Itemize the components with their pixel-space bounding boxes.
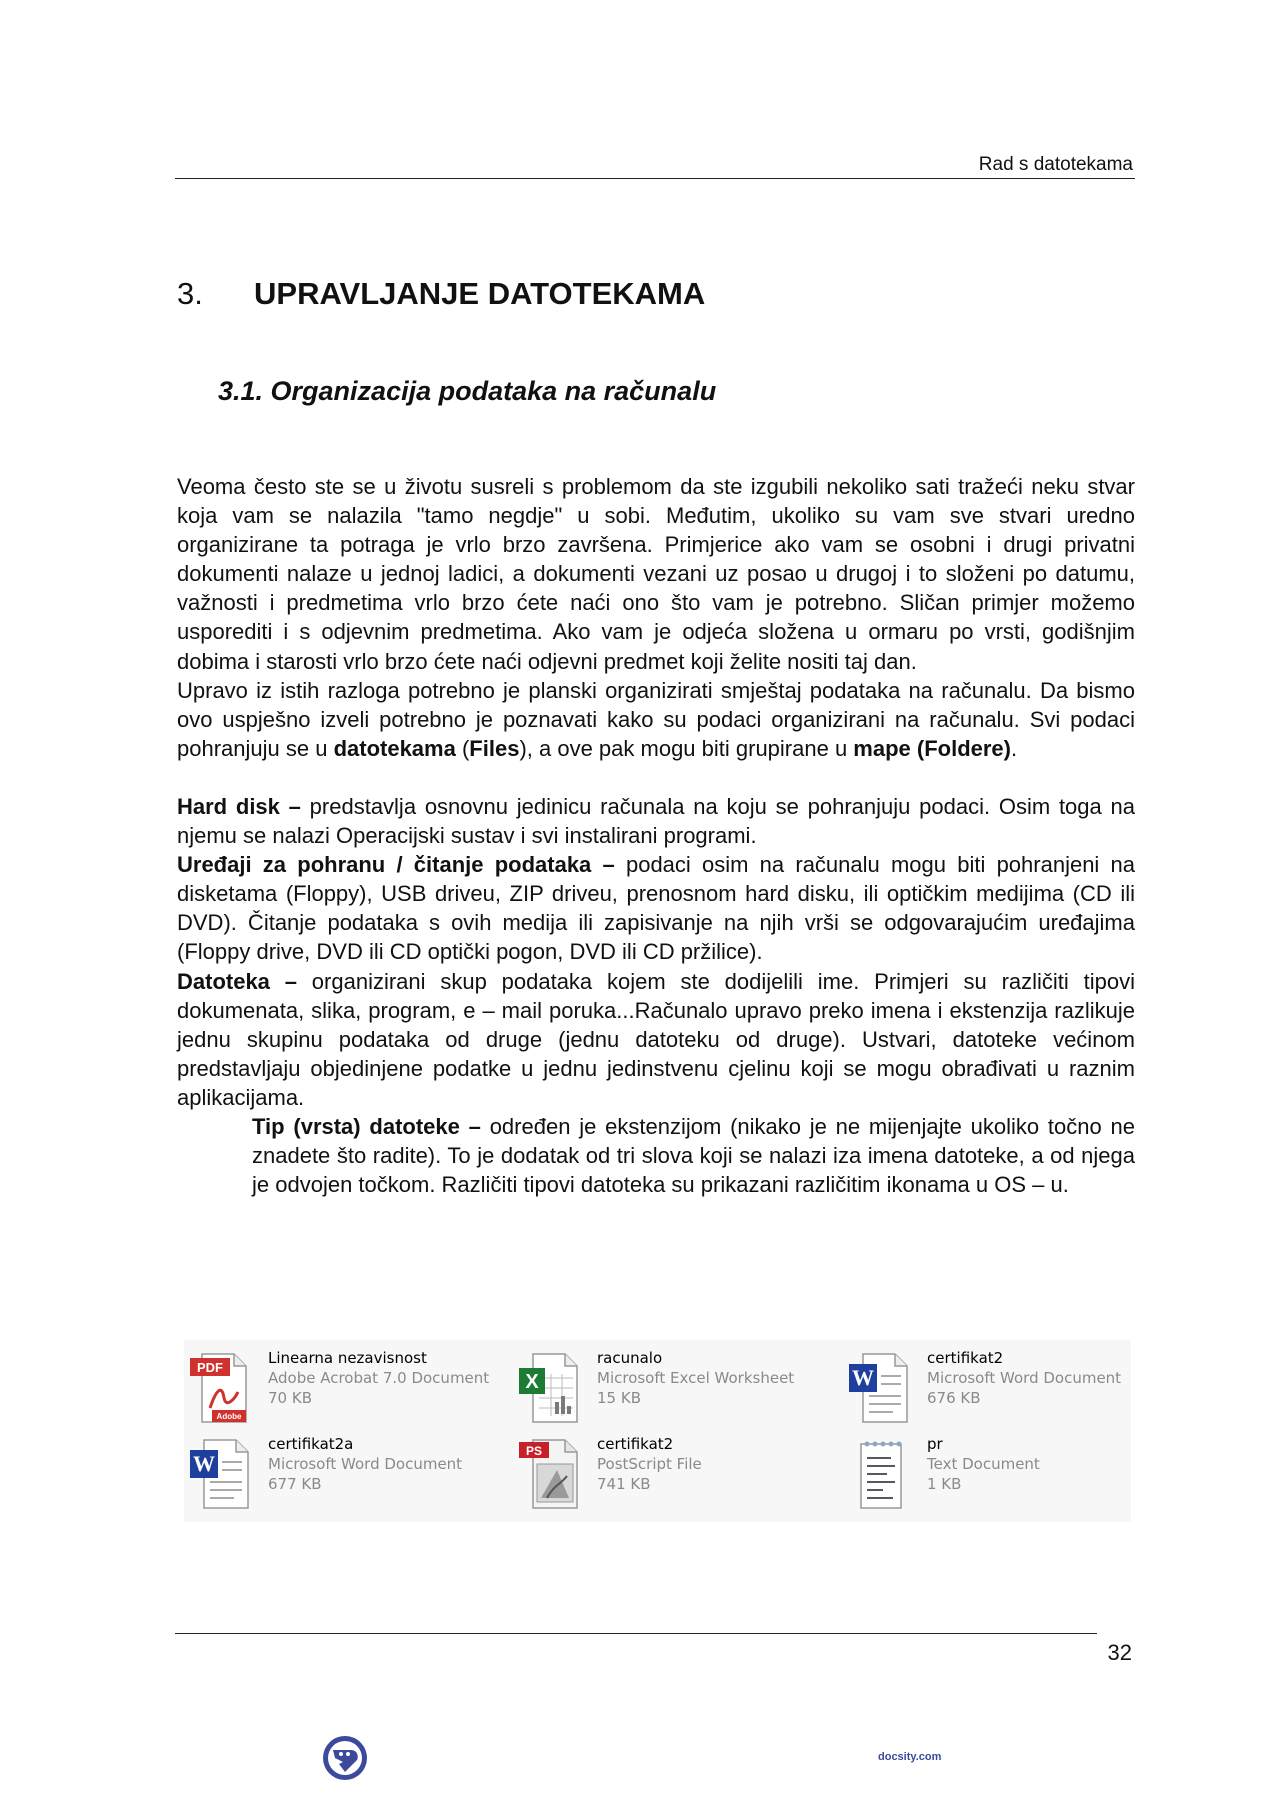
- paragraph-organization: [177, 676, 1135, 763]
- file-name: certifikat2: [597, 1435, 674, 1453]
- definition-hard-disk: [177, 792, 1135, 850]
- page-number: 32: [1107, 1640, 1132, 1665]
- text-run: (: [455, 735, 470, 761]
- chapter-heading: [177, 276, 705, 312]
- docsity-logo-icon: [321, 1734, 369, 1782]
- text-run: ), a ove pak mogu biti grupirane u: [519, 735, 854, 761]
- file-icons-panel: [184, 1340, 1131, 1522]
- file-item[interactable]: [847, 1432, 1157, 1512]
- definition-text: predstavlja osnovnu jedinicu računala na koju se pohranjuju podaci. Osim toga na njemu se nalazi Operacijski sustav i svi instalirani programi.: [177, 793, 1135, 849]
- term-files: Files: [469, 735, 520, 761]
- file-name: Linearna nezavisnost: [268, 1349, 427, 1367]
- file-size: 70 KB: [268, 1389, 312, 1407]
- term-mape: mape (Foldere): [853, 735, 1011, 761]
- svg-text:PS: PS: [525, 1444, 543, 1458]
- file-type: Microsoft Excel Worksheet: [597, 1369, 795, 1387]
- excel-icon: [517, 1350, 585, 1424]
- running-title: Rad s datotekama: [978, 154, 1133, 175]
- text-run: .: [1011, 735, 1018, 761]
- definition-text: određen je ekstenzijom (nikako je ne mijenjajte ukoliko točno ne znadete što radite). To je dodatak od tri slova koji se nalazi iza imena datoteke, a od njega je odvojen točkom. Različiti tipovi datoteka su prikazani različitim ikonama u OS – u.: [252, 1113, 1135, 1198]
- paragraph-intro: Veoma često ste se u životu susreli s problemom da ste izgubili nekoliko sati tražeći neku stvar koja vam se nalazila "tamo negdje" u sobi. Međutim, ukoliko su vam sve stvari uredno organizirane ta potraga je vrlo brzo završena. Primjerice ako vam se osobni i drugi privatni dokumenti nalaze u jednoj ladici, a dokumenti vezani uz posao u drugoj i to složeni po datumu, važnosti i predmetima vrlo brzo ćete naći ono što vam je potrebno. Sličan primjer možemo usporediti i s odjevnim predmetima. Ako vam je odjeća složena u ormaru po vrsti, godišnjim dobima i starosti vrlo brzo ćete naći odjevni predmet koji želite nositi taj dan.: [177, 474, 1135, 674]
- definition-file-type: [177, 1112, 1135, 1199]
- svg-text:W: W: [193, 1451, 215, 1476]
- pdf-icon: [188, 1350, 256, 1424]
- word-icon: [847, 1350, 915, 1424]
- term-file: Datoteka –: [177, 968, 297, 994]
- svg-text:Adobe: Adobe: [216, 1412, 242, 1421]
- file-item[interactable]: [188, 1346, 498, 1426]
- text-file-icon: [847, 1436, 915, 1510]
- term-datoteke: datotekama: [333, 735, 456, 761]
- word-icon: [188, 1436, 256, 1510]
- file-size: 1 KB: [927, 1475, 962, 1493]
- svg-text:X: X: [525, 1371, 539, 1393]
- svg-text:W: W: [852, 1365, 874, 1390]
- definition-file: [177, 967, 1135, 1112]
- file-name: certifikat2a: [268, 1435, 354, 1453]
- file-name: pr: [927, 1435, 943, 1453]
- file-type: PostScript File: [597, 1455, 702, 1473]
- file-item[interactable]: [188, 1432, 498, 1512]
- file-name: racunalo: [597, 1349, 663, 1367]
- definition-text: podaci osim na računalu mogu biti pohranjeni na disketama (Floppy), USB driveu, ZIP driveu, prenosnom hard disku, ili optičkim medijima (CD ili DVD). Čitanje podataka s ovih medija ili zapisivanje na njih vrši se odgovarajućim uređajima (Floppy drive, DVD ili CD optički pogon, DVD ili CD pržilice).: [177, 852, 1136, 965]
- section-heading: 3.1. Organizacija podataka na računalu: [218, 376, 717, 406]
- file-item[interactable]: [517, 1432, 827, 1512]
- file-name: certifikat2: [927, 1349, 1004, 1367]
- postscript-icon: [517, 1436, 585, 1510]
- chapter-number: 3.: [177, 276, 203, 311]
- file-item[interactable]: [847, 1346, 1157, 1426]
- file-size: 15 KB: [597, 1389, 641, 1407]
- file-size: 677 KB: [268, 1475, 322, 1493]
- body-text: [177, 472, 1135, 1199]
- file-type: Text Document: [927, 1455, 1040, 1473]
- file-type: Microsoft Word Document: [927, 1369, 1122, 1387]
- file-size: 741 KB: [597, 1475, 651, 1493]
- running-header: [175, 150, 1135, 179]
- term-storage-devices: Uređaji za pohranu / čitanje podataka –: [177, 852, 615, 878]
- file-item[interactable]: [517, 1346, 827, 1426]
- file-type: Adobe Acrobat 7.0 Document: [268, 1369, 490, 1387]
- text-run: Upravo iz istih razloga potrebno je planski organizirati smještaj podataka na računalu. Da bismo ovo uspješno izveli potrebno je poznavati kako su podaci organizirani na računalu. Svi podaci pohranjuju se u: [177, 677, 1135, 761]
- definition-storage-devices: [177, 850, 1135, 966]
- term-hard-disk: Hard disk –: [177, 793, 301, 819]
- definition-text: organizirani skup podataka kojem ste dodijelili ime. Primjeri su različiti tipovi dokumenata, slika, program, e – mail poruka...Računalo upravo preko imena i ekstenzija razlikuje jednu skupinu podataka od druge (jednu datoteku od druge). Ustvari, datoteke većinom predstavljaju objedinjene podatke u jednu jedinstvenu cjelinu koji se mogu obrađivati u raznim aplikacijama.: [177, 968, 1135, 1110]
- file-size: 676 KB: [927, 1389, 981, 1407]
- site-link[interactable]: docsity.com: [878, 1751, 942, 1763]
- term-file-type: Tip (vrsta) datoteke –: [252, 1113, 481, 1139]
- footer-rule: [175, 1633, 1097, 1634]
- svg-text:PDF: PDF: [197, 1360, 223, 1375]
- file-type: Microsoft Word Document: [268, 1455, 463, 1473]
- chapter-title: UPRAVLJANJE DATOTEKAMA: [254, 276, 706, 311]
